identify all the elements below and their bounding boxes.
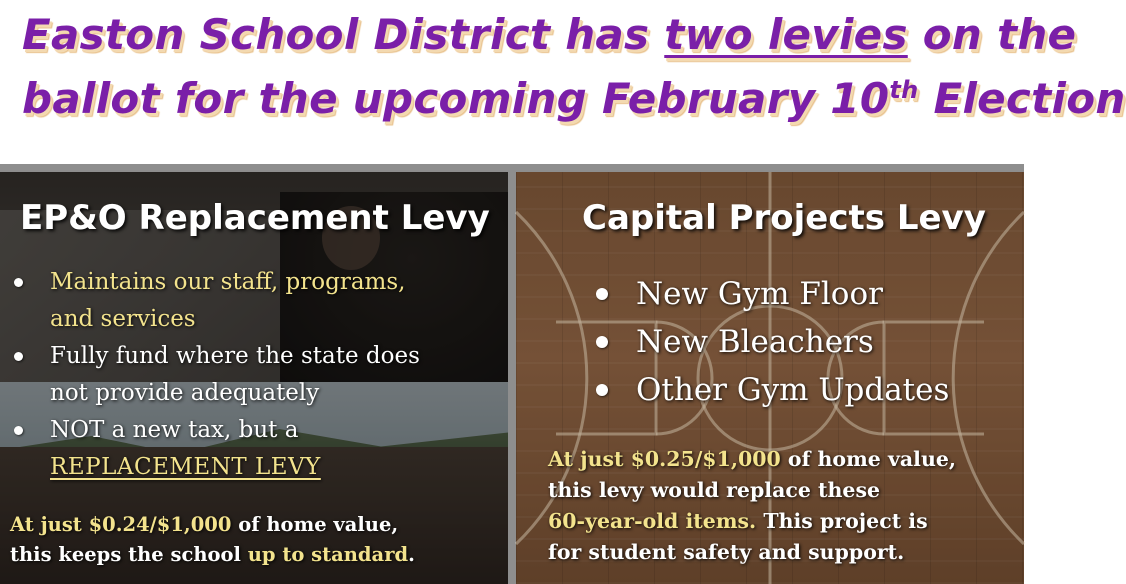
cost-text: of home value, — [780, 447, 957, 471]
headline-line-2 — [22, 74, 1126, 123]
capital-projects-cost — [548, 444, 956, 568]
bullet-icon — [596, 336, 608, 348]
cost-highlight: At just $0.25/$1,000 — [548, 447, 781, 471]
headline-line-1 — [22, 10, 1077, 59]
list-item — [14, 338, 420, 412]
bullet-icon — [14, 278, 23, 287]
epo-levy-cost — [10, 510, 415, 570]
bullet-icon — [596, 384, 608, 396]
epo-levy-title: EP&O Replacement Levy — [20, 198, 490, 238]
list-item — [596, 270, 949, 318]
headline-text: Election — [918, 74, 1126, 123]
cost-text: . — [408, 543, 415, 566]
capital-projects-levy-title: Capital Projects Levy — [582, 198, 986, 238]
list-item — [596, 366, 949, 414]
bullet-text: not provide adequately — [50, 380, 320, 406]
bullet-text: New Gym Floor — [636, 276, 883, 312]
cost-text: of home value, — [231, 513, 399, 536]
bullet-text: New Bleachers — [636, 324, 874, 360]
capital-projects-levy-panel — [516, 172, 1024, 584]
cost-highlight: At just $0.24/$1,000 — [10, 513, 232, 536]
headline-banner — [0, 0, 1126, 166]
cost-text: for student safety and support. — [548, 540, 905, 564]
list-item — [14, 264, 420, 338]
bullet-text: Other Gym Updates — [636, 372, 950, 408]
bullet-text: NOT a new tax, but a — [50, 417, 299, 443]
cost-highlight: up to standard — [247, 543, 409, 566]
cost-highlight: 60-year-old items. — [548, 509, 757, 533]
vertical-divider — [508, 172, 516, 584]
horizontal-divider — [0, 164, 1024, 172]
replacement-levy-link[interactable]: REPLACEMENT LEVY — [50, 454, 321, 480]
cost-text: this keeps the school — [10, 543, 248, 566]
list-item — [596, 318, 949, 366]
epo-levy-panel — [0, 172, 508, 584]
headline-superscript: th — [889, 76, 919, 104]
headline-text: Easton School District has — [22, 10, 665, 59]
bullet-text: and services — [50, 306, 196, 332]
cost-text: This project is — [756, 509, 928, 533]
headline-emphasis: two levies — [664, 10, 908, 59]
headline-text: on the — [907, 10, 1077, 59]
bullet-icon — [14, 426, 23, 435]
epo-levy-bullet-list — [14, 264, 420, 486]
cost-text: this levy would replace these — [548, 478, 881, 502]
headline-text: ballot for the upcoming February 10 — [22, 74, 890, 123]
bullet-icon — [14, 352, 23, 361]
capital-projects-bullet-list — [596, 270, 949, 414]
list-item — [14, 412, 420, 486]
bullet-text: Fully fund where the state does — [50, 343, 420, 369]
bullet-text: Maintains our staff, programs, — [50, 269, 406, 295]
bullet-icon — [596, 288, 608, 300]
